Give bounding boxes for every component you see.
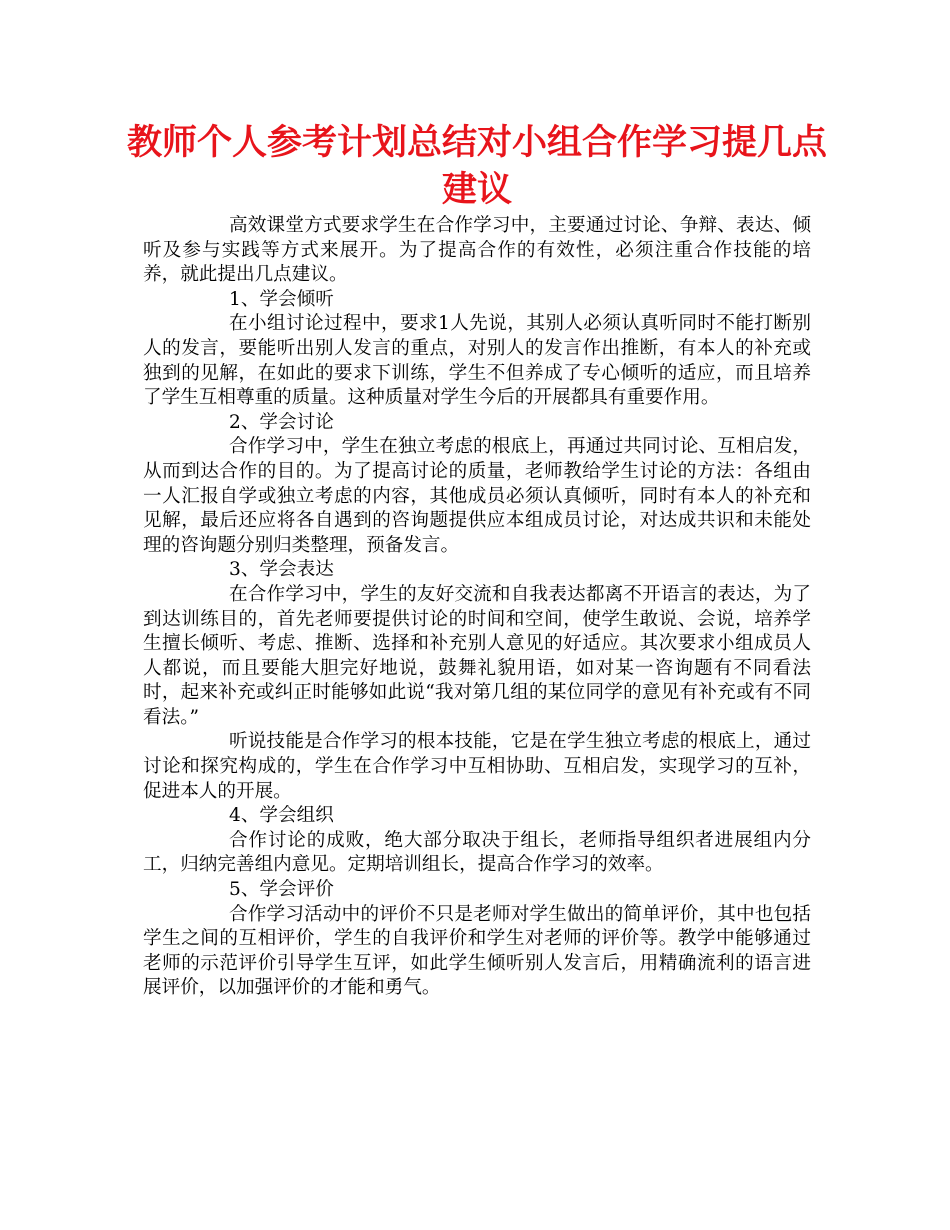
intro-paragraph: 高效课堂方式要求学生在合作学习中，主要通过讨论、争辩、表达、倾听及参与实践等方式来展开。为了提高合作的有效性，必须注重合作技能的培养，就此提出几点建议。: [143, 215, 811, 286]
paragraph-evaluation: 合作学习活动中的评价不只是老师对学生做出的简单评价，其中也包括学生之间的互相评价，学生的自我评价和学生对老师的评价等。教学中能够通过老师的示范评价引导学生互评，如此学生倾听别人发言后，用精确流利的语言进展评价，以加强评价的才能和勇气。: [143, 903, 811, 999]
section-heading-expression: 3、学会表达: [229, 559, 334, 581]
paragraph-discussion: 合作学习中，学生在独立考虑的根底上，再通过共同讨论、互相启发，从而到达合作的目的。为了提高讨论的质量，老师教给学生讨论的方法：各组由一人汇报自学或独立考虑的内容，其他成员必须认真倾听，同时有本人的补充和见解，最后还应将各自遇到的咨询题提供应本组成员讨论，对达成共识和未能处理的咨询题分别归类整理，预备发言。: [143, 436, 811, 556]
paragraph-listening-speaking-skills: 听说技能是合作学习的根本技能，它是在学生独立考虑的根底上，通过讨论和探究构成的，学生在合作学习中互相协助、互相启发，实现学习的互补，促进本人的开展。: [143, 731, 811, 802]
section-heading-discussion: 2、学会讨论: [229, 411, 334, 433]
section-heading-organization: 4、学会组织: [229, 805, 334, 827]
document-body: [143, 214, 811, 1001]
document-title: 教师个人参考计划总结对小组合作学习提几点建议: [126, 123, 827, 210]
section-heading-listening: 1、学会倾听: [229, 288, 334, 310]
paragraph-expression: 在合作学习中，学生的友好交流和自我表达都离不开语言的表达，为了到达训练目的，首先老师要提供讨论的时间和空间，使学生敢说、会说，培养学生擅长倾听、考虑、推断、选择和补充别人意见的好适应。其次要求小组成员人人都说，而且要能大胆完好地说，鼓舞礼貌用语，如对某一咨询题有不同看法时，起来补充或纠正时能够如此说“我对第几组的某位同学的意见有补充或有不同看法。”: [143, 583, 811, 728]
section-heading-evaluation: 5、学会评价: [229, 879, 334, 901]
paragraph-listening: 在小组讨论过程中，要求1人先说，其别人必须认真听同时不能打断别人的发言，要能听出别人发言的重点，对别人的发言作出推断，有本人的补充或独到的见解，在如此的要求下训练，学生不但养成了专心倾听的适应，而且培养了学生互相尊重的质量。这种质量对学生今后的开展都具有重要作用。: [143, 313, 811, 409]
paragraph-organization: 合作讨论的成败，绝大部分取决于组长，老师指导组织者进展组内分工，归纳完善组内意见。定期培训组长，提高合作学习的效率。: [143, 829, 811, 876]
document-page: [126, 120, 827, 1001]
